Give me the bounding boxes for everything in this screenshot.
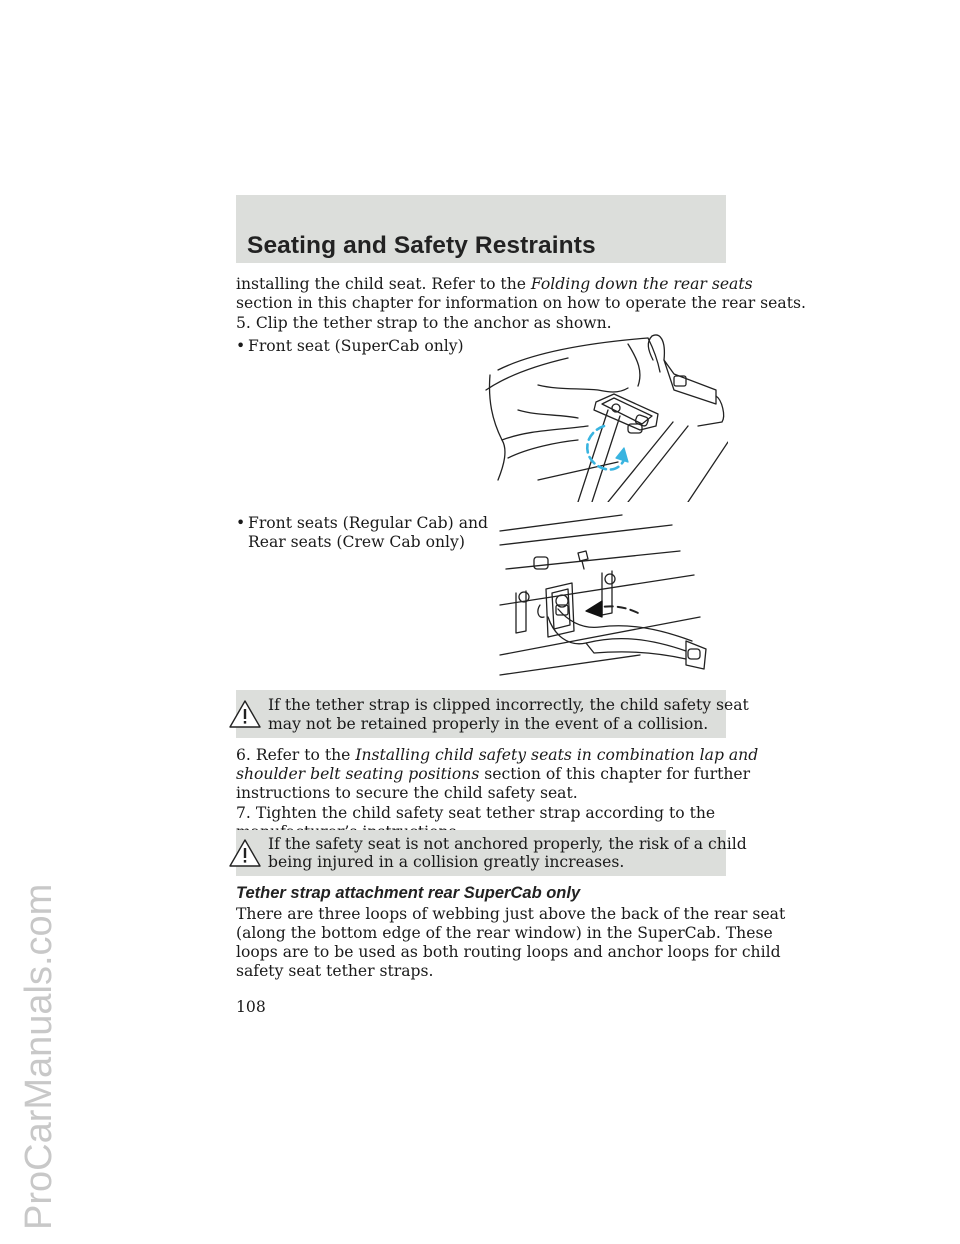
intro-line-1-ref: Folding down the rear seats: [530, 275, 753, 293]
step-5: 5. Clip the tether strap to the anchor as shown.: [236, 314, 612, 332]
warning-1-line-2: may not be retained properly in the event of a collision.: [268, 715, 709, 733]
bullet-label-line-2: Rear seats (Crew Cab only): [248, 533, 465, 551]
page-title: Seating and Safety Restraints: [247, 232, 596, 259]
bullet-dot: •: [236, 337, 246, 355]
step-7-line-1: 7. Tighten the child safety seat tether strap according to the: [236, 804, 716, 822]
warning-icon: [227, 698, 263, 734]
intro-line-2: section in this chapter for information on how to operate the rear seats.: [236, 294, 806, 312]
page-number: 108: [236, 998, 266, 1016]
warning-2-line-2: being injured in a collision greatly increases.: [268, 853, 625, 871]
intro-line-1-text: installing the child seat. Refer to the: [236, 275, 531, 293]
step-6-text: 6. Refer to the: [236, 746, 356, 764]
warning-1-line-1: If the tether strap is clipped incorrectly, the child safety seat: [268, 696, 749, 714]
body-line-1: There are three loops of webbing just above the back of the rear seat: [236, 905, 786, 923]
step-6-line-1: [236, 746, 758, 765]
figure-rear-seat-anchor: [490, 505, 730, 683]
step-6-ref-cont: shoulder belt seating positions: [236, 765, 480, 783]
body-line-3: loops are to be used as both routing loops and anchor loops for child: [236, 943, 781, 961]
warning-2-line-1: If the safety seat is not anchored properly, the risk of a child: [268, 835, 747, 853]
body-line-4: safety seat tether straps.: [236, 962, 434, 980]
section-subheading: Tether strap attachment rear SuperCab only: [236, 884, 581, 902]
step-6-line-2: [236, 765, 750, 784]
intro-line-1: [236, 275, 753, 294]
step-6-ref: Installing child safety seats in combination lap and: [355, 746, 759, 764]
bullet-dot: •: [236, 514, 246, 532]
bullet-front-seats-regular-cab: [236, 514, 489, 554]
bullet-label-line-1: Front seats (Regular Cab) and: [248, 514, 489, 532]
figure-front-seat-anchor: [478, 330, 728, 502]
warning-icon: [227, 837, 263, 873]
watermark-text: ProCarManuals.com: [18, 883, 60, 1230]
watermark: [3, 200, 63, 1240]
step-6-line-3: instructions to secure the child safety seat.: [236, 784, 578, 802]
bullet-label: Front seat (SuperCab only): [248, 337, 464, 355]
bullet-front-seat-supercab: [236, 337, 464, 357]
step-6-text-cont: section of this chapter for further: [479, 765, 751, 783]
body-line-2: (along the bottom edge of the rear window) in the SuperCab. These: [236, 924, 773, 942]
